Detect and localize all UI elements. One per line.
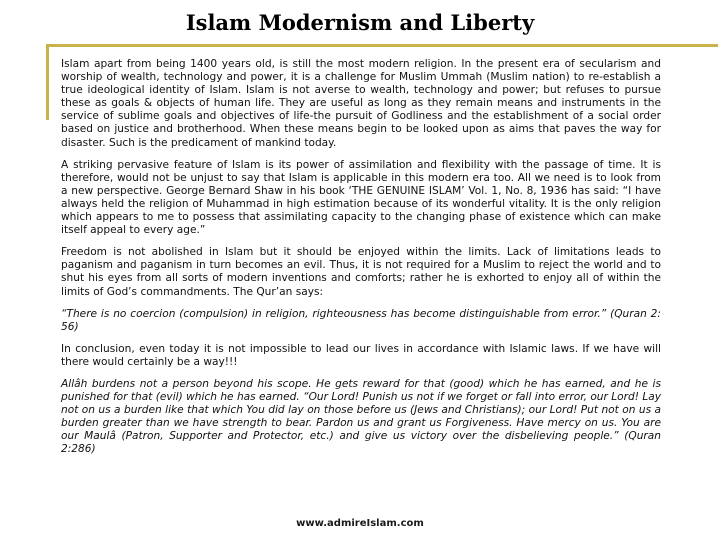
title-underline-rule — [46, 44, 718, 47]
quran-quote-2-286: Allâh burdens not a person beyond his scope. He gets reward for that (good) which he has earned, and he is punished for that (evil) which he has earned. “Our Lord! Punish us not if we forget or fall into error, our Lord! Lay not on us a burden like that which You did lay on those before us (Jews and Christians); our Lord! Put not on us a burden greater than we have strength to bear. Pardon us and grant us Forgiveness. Have mercy on us. You are our Maulâ (Patron, Supporter and Protector, etc.) and give us victory over the disbelieving people.” (Quran 2:286) — [61, 377, 661, 456]
paragraph-freedom: Freedom is not abolished in Islam but it should be enjoyed within the limits. Lack of limitations leads to paganism and paganism in turn becomes an evil. Thus, it is not required for a Muslim to reject the world and to shut his eyes from all sorts of modern inventions and comforts; rather he is exhorted to enjoy all of within the limits of God’s commandments. The Qur’an says: — [61, 246, 661, 298]
slide-body — [61, 58, 661, 466]
paragraph-assimilation: A striking pervasive feature of Islam is its power of assimilation and flexibility with the passage of time. It is therefore, would not be unjust to say that Islam is applicable in this modern era too. All we need is to look from a new perspective. George Bernard Shaw in his book ‘THE GENUINE ISLAM’ Vol. 1, No. 8, 1936 has said: “I have always held the religion of Muhammad in high estimation because of its wonderful vitality. It is the only religion which appears to me to possess that assimilating capacity to the changing phase of existence which can make itself appeal to every age.” — [61, 158, 661, 237]
paragraph-conclusion: In conclusion, even today it is not impossible to lead our lives in accordance with Islamic laws. If we have will there would certainly be a way!!! — [61, 342, 661, 368]
footer-url: www.admireIslam.com — [296, 518, 424, 529]
slide-title: Islam Modernism and Liberty — [185, 10, 535, 35]
left-accent-rule — [46, 44, 49, 120]
quran-quote-2-56: “There is no coercion (compulsion) in religion, righteousness has become distinguishable from error.” (Quran 2: 56) — [61, 307, 661, 333]
paragraph-intro: Islam apart from being 1400 years old, is still the most modern religion. In the present era of secularism and worship of wealth, technology and power, it is a challenge for Muslim Ummah (Muslim nation) to re-establish a true ideological identity of Islam. Islam is not averse to wealth, technology and power; but refuses to pursue these as goals & objects of human life. They are useful as long as they remain means and instruments in the service of sublime goals and objectives of life-the pursuit of Godliness and the establishment of a social order based on justice and brotherhood. When these means begin to be looked upon as aims that paves the way for disaster. Such is the predicament of mankind today. — [61, 58, 661, 149]
